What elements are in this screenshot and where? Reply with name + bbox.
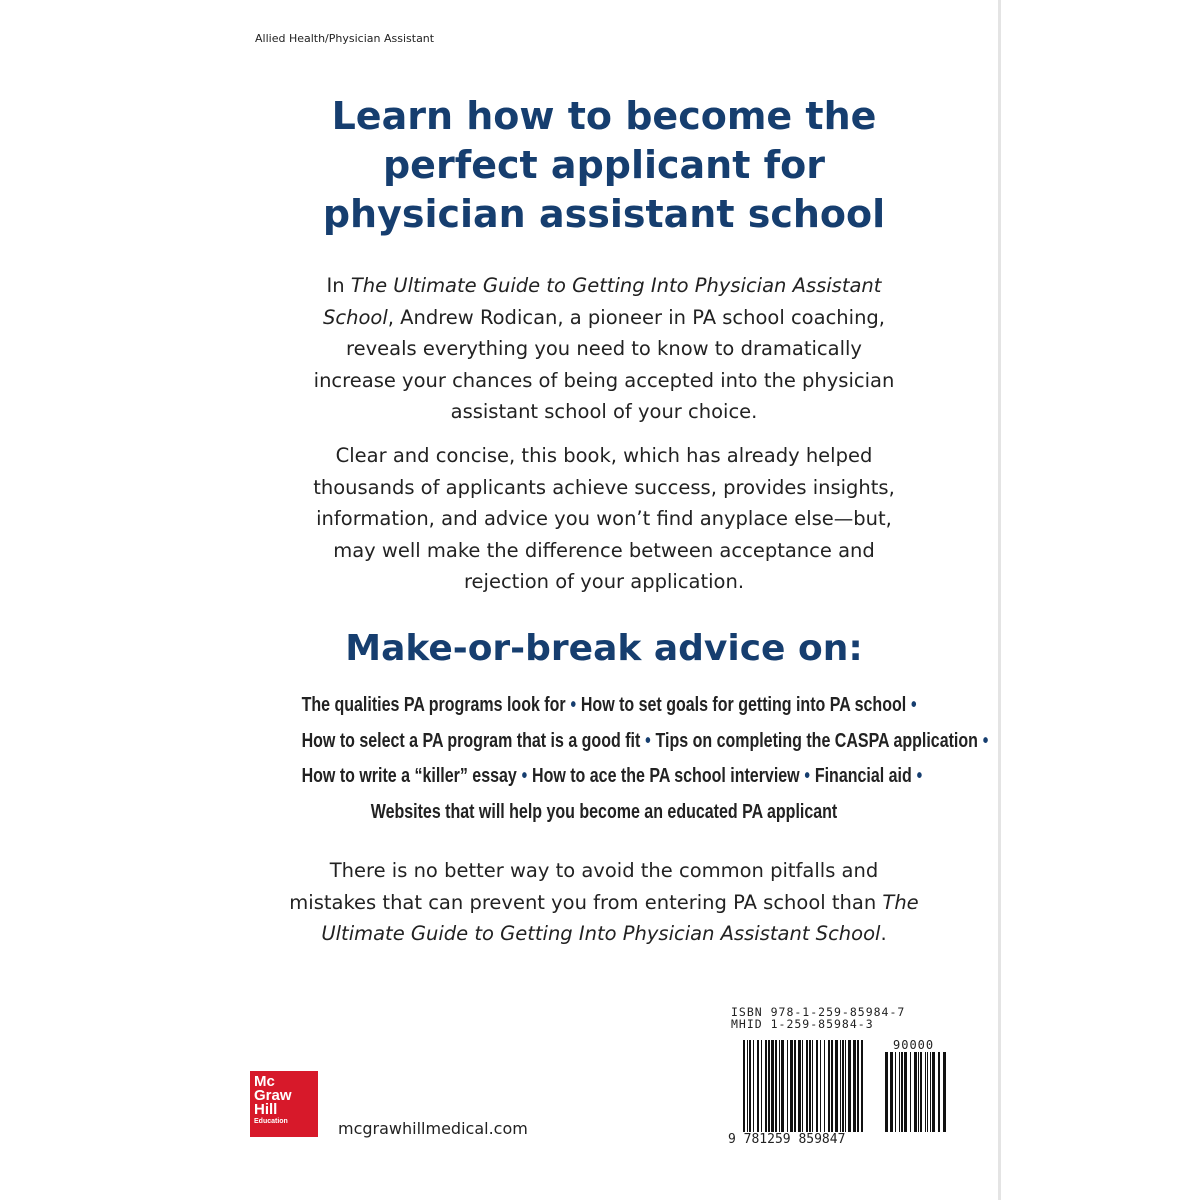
barcode-bar [927, 1052, 928, 1132]
barcode-bar [812, 1040, 813, 1132]
barcode-bar [918, 1052, 919, 1132]
book-title: The Ultimate Guide to Getting Into Physician Assistant School [323, 274, 882, 329]
barcode-bar [920, 1052, 922, 1132]
barcode-bar [932, 1052, 935, 1132]
barcode-bar [768, 1040, 770, 1132]
headline [226, 92, 982, 239]
barcode-bar [802, 1040, 803, 1132]
barcode-bar [901, 1052, 903, 1132]
bullet-icon: • [804, 765, 811, 787]
barcode-bar [771, 1040, 774, 1132]
barcode-bar [899, 1052, 900, 1132]
barcode-bar [757, 1040, 759, 1132]
barcode-bar [895, 1052, 896, 1132]
barcode-bar [835, 1040, 838, 1132]
advice-item: How to write a “killer” essay [301, 765, 517, 787]
barcode-bar [904, 1052, 907, 1132]
headline-line: Learn how to become the [331, 94, 877, 138]
barcode-bar [743, 1040, 745, 1132]
barcode-bar [840, 1040, 841, 1132]
addon-barcode [885, 1052, 947, 1132]
barcode-bar [749, 1040, 751, 1132]
bullet-icon: • [982, 729, 989, 752]
barcode-bar [828, 1040, 830, 1132]
barcode-bar [787, 1040, 788, 1132]
barcode-bar [779, 1040, 780, 1132]
intro-text: In [326, 274, 351, 297]
closing-text: . [880, 922, 887, 945]
bullet-icon: • [570, 694, 577, 716]
barcode-bar [824, 1040, 825, 1132]
isbn-text [731, 1006, 905, 1030]
isbn: ISBN 978-1-259-85984-7 [731, 1005, 906, 1019]
barcode-bar [790, 1040, 793, 1132]
barcode-bar [848, 1040, 851, 1132]
barcode-bar [747, 1040, 748, 1132]
barcode-bar [798, 1040, 801, 1132]
barcode-bar [910, 1052, 911, 1132]
advice-item: Financial aid [814, 765, 912, 787]
bullet-icon: • [645, 729, 651, 752]
category-label: Allied Health/Physician Assistant [255, 32, 435, 45]
bullet-icon: • [916, 765, 923, 787]
advice-item: Tips on completing the CASPA application [655, 729, 978, 752]
page-edge [998, 0, 1001, 1200]
barcode-bar [765, 1040, 767, 1132]
barcode-bar [885, 1052, 888, 1132]
description-paragraph: Clear and concise, this book, which has already helped thousands of applicants achieve success, provides insights, information, and advice you won’t find anyplace else—but, may well make the difference between acceptance and rejection of your application. [313, 444, 895, 593]
barcode-bar [775, 1040, 777, 1132]
mhid: MHID 1-259-85984-3 [731, 1017, 874, 1031]
barcode-bar [925, 1052, 926, 1132]
barcode-bar [761, 1040, 762, 1132]
subheading: Make-or-break advice on: [345, 628, 863, 669]
intro-paragraph [226, 270, 982, 428]
barcode-bar [831, 1040, 833, 1132]
barcode-bar [938, 1052, 940, 1132]
barcode-bar [853, 1040, 856, 1132]
barcode-bar [809, 1040, 811, 1132]
barcode-bar [820, 1040, 821, 1132]
bullet-icon: • [521, 765, 528, 787]
ean-number: 9 781259 859847 [728, 1132, 846, 1147]
barcode-bar [794, 1040, 796, 1132]
barcode-bar [816, 1040, 818, 1132]
barcode-bar [930, 1052, 931, 1132]
barcode-bar [857, 1040, 859, 1132]
barcode-bar [781, 1040, 784, 1132]
headline-line: perfect applicant for [382, 143, 826, 187]
closing-paragraph [226, 855, 982, 950]
price-code: 90000 [893, 1038, 935, 1052]
barcode-bar [914, 1052, 917, 1132]
barcode [743, 1040, 863, 1132]
publisher-logo: Mc Graw Hill Education [250, 1071, 318, 1137]
advice-list [226, 688, 989, 830]
barcode-bar [845, 1040, 846, 1132]
barcode-bar [842, 1040, 844, 1132]
barcode-bar [753, 1040, 754, 1132]
advice-item: The qualities PA programs look for [301, 694, 566, 716]
book-title: The Ultimate Guide to Getting Into Physician Assistant School [321, 890, 919, 945]
publisher-url: mcgrawhillmedical.com [338, 1119, 528, 1138]
barcode-bar [943, 1052, 946, 1132]
intro-text: , Andrew Rodican, a pioneer in PA school coaching, reveals everything you need to know to dramatically increase your chances of being accepted into the physician assistant school of your choice. [313, 305, 895, 423]
advice-item: Websites that will help you become an educated PA applicant [370, 800, 838, 823]
advice-item: How to select a PA program that is a good fit [301, 729, 641, 752]
bullet-icon: • [911, 694, 917, 716]
headline-line: physician assistant school [322, 192, 886, 236]
advice-item: How to set goals for getting into PA school [580, 694, 907, 716]
advice-item: How to ace the PA school interview [532, 765, 800, 787]
closing-text: There is no better way to avoid the common pitfalls and mistakes that can prevent you from entering PA school than [289, 859, 883, 914]
barcode-bar [861, 1040, 863, 1132]
barcode-bar [890, 1052, 893, 1132]
barcode-bar [806, 1040, 808, 1132]
